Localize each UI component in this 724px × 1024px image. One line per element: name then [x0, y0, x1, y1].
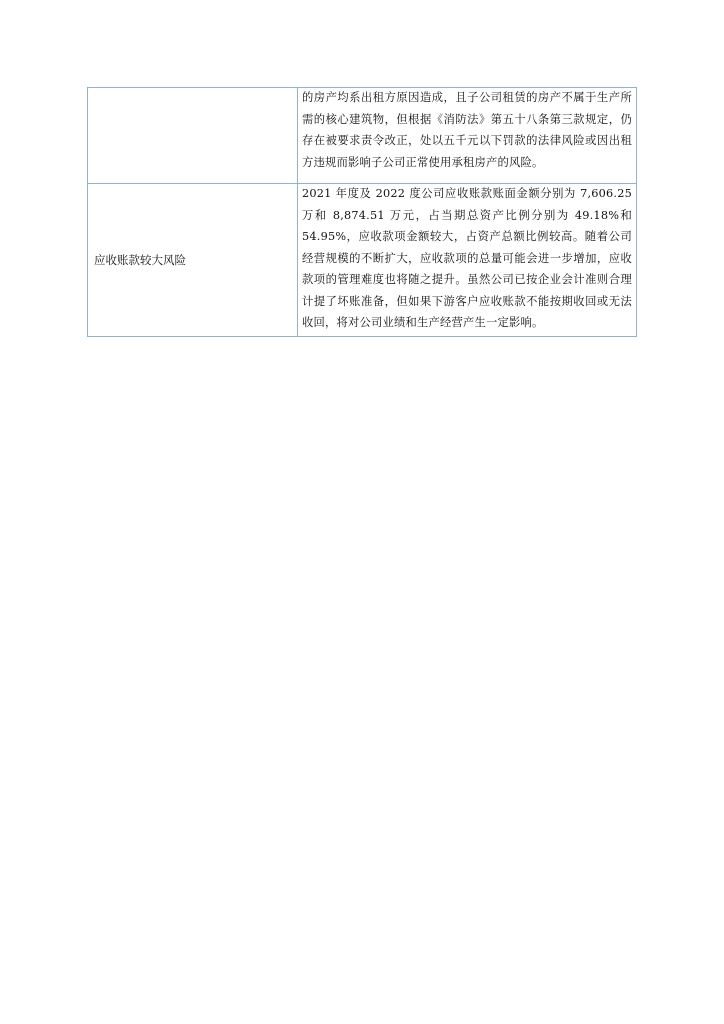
- risk-description-cell: [298, 184, 637, 337]
- risk-name-cell: [88, 184, 298, 337]
- table-row: [88, 184, 637, 337]
- risk-description: 的房产均系出租方原因造成，且子公司租赁的房产不属于生产所需的核心建筑物，但根据《消防法》第五十八条第三款规定，仍存在被要求责令改正，处以五千元以下罚款的法律风险或因出租方违规而影响子公司正常使用承租房产的风险。: [302, 91, 632, 169]
- risk-name: 应收账款较大风险: [94, 253, 186, 267]
- risk-description: 2021 年度及 2022 度公司应收账款账面金额分别为 7,606.25 万和 8,874.51 万元，占当期总资产比例分别为 49.18%和 54.95%，应收款项金额较大，占资产总额比例较高。随着公司经营规模的不断扩大，应收款项的总量可能会进一步增加，应收款项的管理难度也将随之提升。虽然公司已按企业会计准则合理计提了坏账准备，但如果下游客户应收账款不能按期收回或无法收回，将对公司业绩和生产经营产生一定影响。: [302, 187, 632, 329]
- risk-description-cell: [298, 88, 637, 184]
- risk-table: [87, 87, 637, 337]
- table-row: [88, 88, 637, 184]
- risk-name-cell: [88, 88, 298, 184]
